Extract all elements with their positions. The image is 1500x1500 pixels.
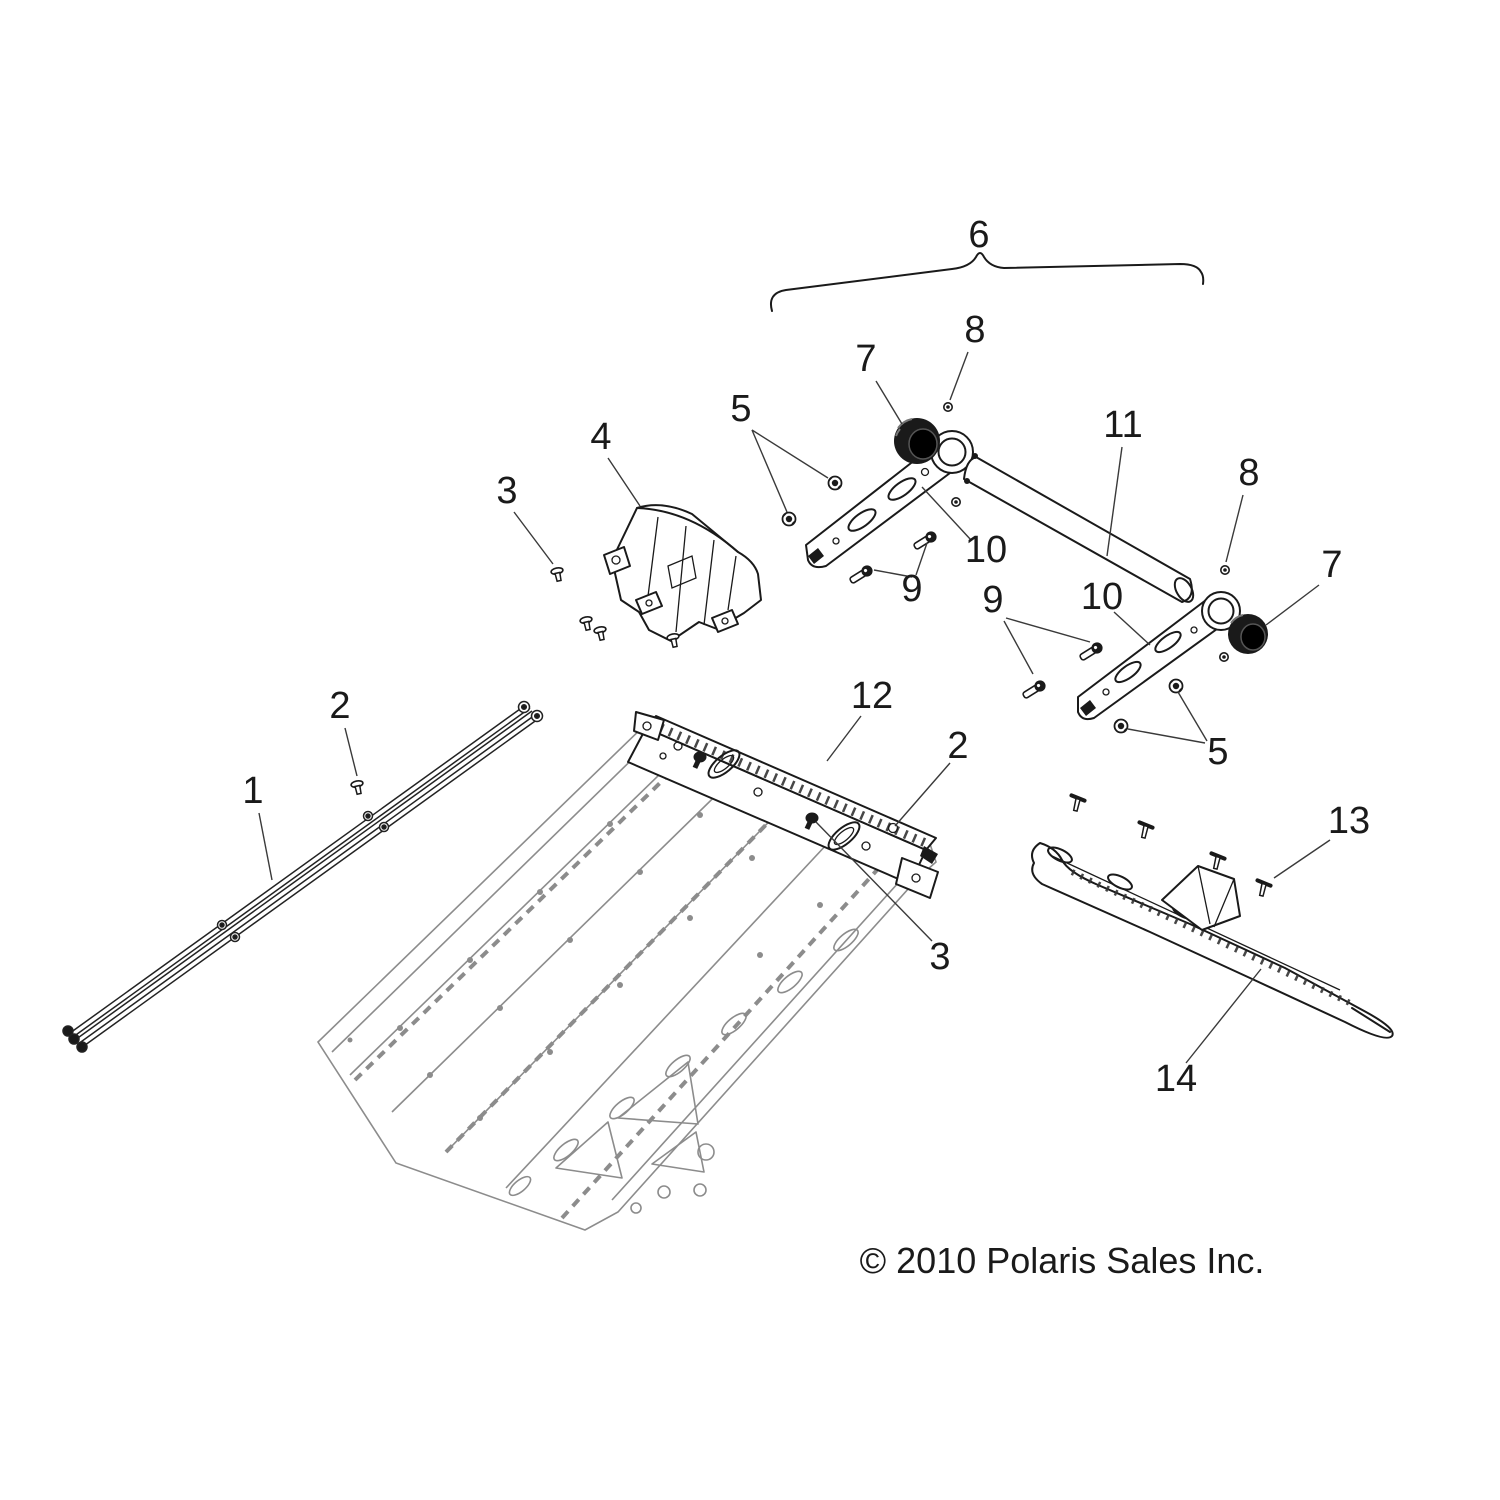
leader-line-1 xyxy=(259,813,272,880)
nut-5 xyxy=(1170,680,1183,693)
leader-line-9 xyxy=(1006,618,1090,642)
callout-14: 14 xyxy=(1154,1058,1198,1100)
leader-line-12 xyxy=(827,716,861,761)
assembly-brace xyxy=(771,253,1203,311)
bolt-9 xyxy=(1078,640,1105,663)
leader-line-5 xyxy=(1178,692,1207,741)
nut-small xyxy=(952,498,960,506)
leader-line-13 xyxy=(1274,840,1330,878)
callout-2: 2 xyxy=(947,725,969,767)
screw-8 xyxy=(944,403,952,411)
callout-3: 3 xyxy=(496,470,518,512)
callout-10: 10 xyxy=(964,529,1008,571)
bolt-9 xyxy=(848,563,875,586)
leader-line-8 xyxy=(1226,495,1243,562)
screw-3 xyxy=(594,626,608,641)
closeoff-bracket xyxy=(604,505,761,641)
callout-8: 8 xyxy=(964,309,986,351)
callout-9: 9 xyxy=(901,568,923,610)
callout-7: 7 xyxy=(1321,544,1343,586)
leader-line-7 xyxy=(1266,585,1319,625)
screw-13 xyxy=(1136,822,1153,839)
nut-5 xyxy=(783,513,796,526)
leader-line-2 xyxy=(895,763,950,826)
screw-13 xyxy=(1068,795,1085,812)
leader-line-5 xyxy=(1128,729,1205,743)
screw-3 xyxy=(551,567,565,582)
callout-5: 5 xyxy=(730,388,752,430)
callout-11: 11 xyxy=(1103,404,1143,446)
leader-line-7 xyxy=(876,381,902,424)
callout-10: 10 xyxy=(1080,576,1124,618)
rear-bumper xyxy=(1032,843,1393,1038)
callout-5: 5 xyxy=(1207,731,1229,773)
bolt-9 xyxy=(1021,678,1048,701)
callout-9: 9 xyxy=(982,579,1004,621)
leader-line-14 xyxy=(1186,969,1261,1063)
screw-13 xyxy=(1208,853,1225,870)
nut-small xyxy=(1220,653,1228,661)
nut-5 xyxy=(1115,720,1128,733)
torque-arm-left xyxy=(806,431,973,567)
leader-line-5 xyxy=(752,430,787,512)
leader-line-2 xyxy=(345,728,357,776)
end-cap-left xyxy=(894,418,940,464)
callout-4: 4 xyxy=(590,416,612,458)
leader-line-5 xyxy=(752,430,828,478)
callout-1: 1 xyxy=(242,770,264,812)
callout-6: 6 xyxy=(968,214,990,256)
leader-line-3 xyxy=(514,512,553,564)
screw-3 xyxy=(580,616,594,631)
callout-13: 13 xyxy=(1327,800,1371,842)
callout-8: 8 xyxy=(1238,452,1260,494)
screw-13 xyxy=(1254,880,1271,897)
leader-line-9 xyxy=(1004,621,1033,674)
callout-7: 7 xyxy=(855,338,877,380)
leader-line-4 xyxy=(608,458,640,506)
nut-5 xyxy=(829,477,842,490)
screw-2 xyxy=(351,780,365,795)
end-cap-right xyxy=(1228,614,1268,654)
screw-8 xyxy=(1221,566,1229,574)
copyright-text: © 2010 Polaris Sales Inc. xyxy=(859,1240,1265,1281)
leader-line-8 xyxy=(950,352,968,400)
callout-3: 3 xyxy=(929,936,951,978)
callout-12: 12 xyxy=(850,675,894,717)
screw-3 xyxy=(667,633,681,648)
callout-2: 2 xyxy=(329,685,351,727)
